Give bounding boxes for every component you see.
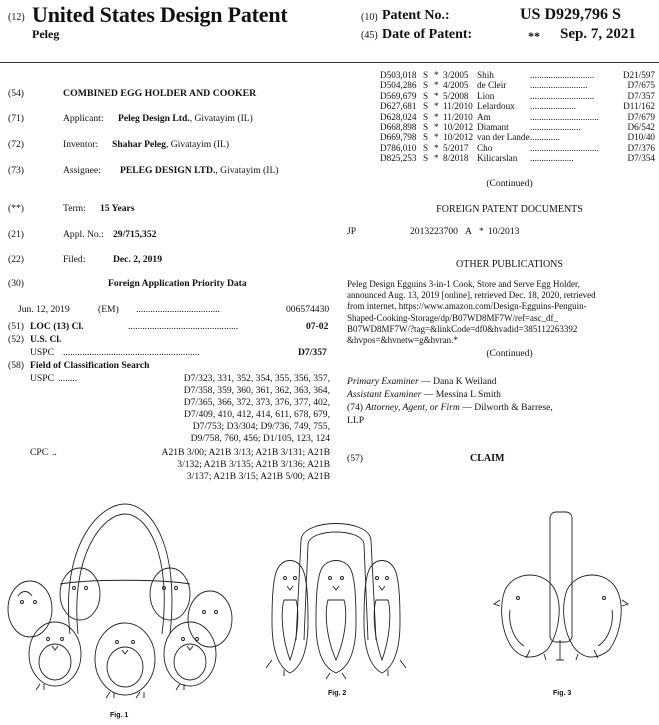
reference-star: * bbox=[434, 70, 439, 80]
reference-star: * bbox=[434, 111, 439, 122]
uspc-search-line: D7/365, 366, 372, 373, 376, 377, 402, bbox=[183, 397, 330, 408]
inventor-label: Inventor: bbox=[63, 139, 99, 150]
reference-kind: S bbox=[423, 90, 429, 101]
reference-date: 10/2012 bbox=[443, 132, 474, 143]
reference-kind: S bbox=[423, 111, 429, 122]
fig2-drawing bbox=[236, 510, 436, 690]
reference-date: 4/2005 bbox=[443, 80, 469, 91]
inventor-location: , Givatayim (IL) bbox=[165, 139, 230, 150]
loc-value: 07-02 bbox=[306, 321, 329, 332]
applicant-value bbox=[118, 113, 253, 125]
reference-cls: D21/597 bbox=[622, 70, 655, 80]
claim-heading: CLAIM bbox=[470, 453, 505, 464]
foreign-docs-heading: FOREIGN PATENT DOCUMENTS bbox=[436, 204, 583, 215]
other-publications-heading: OTHER PUBLICATIONS bbox=[456, 259, 563, 270]
term-label: Term: bbox=[63, 203, 86, 214]
attorney-name: — Dilworth & Barrese, bbox=[462, 402, 553, 413]
code-73: (73) bbox=[8, 165, 24, 176]
foreign-date: 10/2013 bbox=[488, 226, 520, 237]
reference-star: * bbox=[434, 153, 439, 164]
priority-number: 006574430 bbox=[286, 304, 330, 315]
primary-examiner-name: — Dana K Weiland bbox=[421, 376, 497, 387]
inventor-value bbox=[112, 139, 229, 151]
assistant-examiner bbox=[347, 389, 501, 401]
uspc-dots: ......................................................... bbox=[63, 347, 200, 358]
cpc-search-line: 3/137; A21B 3/15; A21B 5/00; A21B bbox=[186, 471, 330, 482]
cpc-search-line: A21B 3/00; A21B 3/13; A21B 3/131; A21B bbox=[161, 447, 330, 458]
term-value: 15 Years bbox=[100, 203, 135, 214]
inventor-name: Shahar Peleg bbox=[112, 139, 166, 150]
uspc-search-line: D7/753; D3/304; D9/736, 749, 755, bbox=[192, 421, 330, 432]
primary-examiner bbox=[347, 376, 497, 388]
code-30: (30) bbox=[8, 278, 24, 289]
penguin bbox=[364, 561, 400, 674]
reference-date: 10/2012 bbox=[443, 122, 474, 132]
publication-line: announced Aug. 13, 2019 [online], retrieved Dec. 18, 2020, retrieved bbox=[347, 290, 596, 301]
assignee-name: PELEG DESIGN LTD. bbox=[120, 165, 216, 176]
reference-star: * bbox=[434, 122, 439, 132]
reference-name: Shih bbox=[477, 70, 494, 80]
filed-label: Filed: bbox=[63, 254, 86, 265]
assignee-location: , Givatayim (IL) bbox=[215, 165, 279, 176]
date-of-patent: Sep. 7, 2021 bbox=[560, 26, 636, 42]
code-21: (21) bbox=[8, 229, 24, 240]
reference-star: * bbox=[434, 101, 439, 112]
fig1-label: Fig. 1 bbox=[110, 712, 129, 719]
handle-inner bbox=[77, 514, 164, 634]
priority-date: Jun. 12, 2019 bbox=[18, 304, 70, 315]
foreign-number: 2013223700 bbox=[410, 226, 458, 237]
reference-dots: .................... bbox=[530, 101, 576, 112]
assignee-label: Assignee: bbox=[63, 165, 101, 176]
code-52: (52) bbox=[8, 334, 24, 345]
priority-heading: Foreign Application Priority Data bbox=[108, 278, 247, 289]
reference-kind: S bbox=[423, 101, 429, 112]
reference-dots: ............. bbox=[530, 132, 560, 143]
reference-kind: S bbox=[423, 142, 429, 153]
publications-continued: (Continued) bbox=[486, 348, 533, 359]
applicant-label: Applicant: bbox=[63, 113, 104, 124]
filed-value: Dec. 2, 2019 bbox=[113, 254, 163, 265]
patent-no-label: Patent No.: bbox=[382, 8, 450, 23]
reference-date: 11/2010 bbox=[443, 111, 473, 122]
applicant-name: Peleg Design Ltd. bbox=[118, 113, 190, 124]
appl-no-label: Appl. No.: bbox=[63, 229, 104, 240]
reference-kind: S bbox=[423, 132, 429, 143]
primary-examiner-label: Primary Examiner bbox=[347, 376, 419, 387]
code-22: (22) bbox=[8, 254, 24, 265]
reference-name: de Cleir bbox=[477, 80, 507, 91]
reference-dots: ............................ bbox=[530, 90, 595, 101]
handle-crossbar bbox=[60, 580, 190, 584]
reference-name: Lion bbox=[477, 90, 495, 101]
reference-star: * bbox=[434, 80, 439, 91]
assistant-examiner-label: Assistant Examiner bbox=[347, 389, 422, 400]
reference-kind: S bbox=[423, 80, 429, 91]
penguin bbox=[316, 561, 356, 674]
design-title: COMBINED EGG HOLDER AND COOKER bbox=[63, 88, 257, 99]
reference-name: van der Lande bbox=[477, 132, 530, 143]
code-72: (72) bbox=[8, 139, 24, 150]
inventor-short: Peleg bbox=[32, 27, 60, 41]
reference-date: 8/2018 bbox=[443, 153, 469, 164]
code-71: (71) bbox=[8, 113, 24, 124]
code-12: (12) bbox=[8, 12, 25, 23]
reference-name: Cho bbox=[477, 142, 493, 153]
penguin bbox=[8, 581, 52, 637]
reference-cls: D7/354 bbox=[627, 153, 655, 164]
reference-no: D627,681 bbox=[380, 101, 417, 112]
foreign-kind: A bbox=[465, 226, 472, 237]
uspc-label: USPC bbox=[30, 347, 54, 358]
publication-line: &hvpos=&hvnetw=g&hvran.* bbox=[347, 335, 458, 346]
fig3-drawing bbox=[470, 510, 650, 690]
field-search-label: Field of Classification Search bbox=[30, 360, 150, 371]
reference-cls: D6/542 bbox=[627, 122, 655, 132]
term-stars: ** bbox=[528, 29, 540, 43]
reference-name: Kilicarslan bbox=[477, 153, 518, 164]
us-class-label: U.S. Cl. bbox=[30, 334, 62, 345]
publication-line: from internet, https://www.amazon.com/Design-Egguins-Penguin- bbox=[347, 301, 587, 312]
fig2-label: Fig. 2 bbox=[328, 690, 347, 697]
reference-dots: ...................... bbox=[530, 122, 581, 132]
attorney-name-cont: LLP bbox=[347, 415, 365, 426]
reference-no: D786,010 bbox=[380, 142, 417, 153]
reference-cls: D11/162 bbox=[623, 101, 655, 112]
reference-cls: D7/675 bbox=[627, 80, 655, 91]
reference-cls: D10/40 bbox=[627, 132, 655, 143]
uspc-search-label: USPC bbox=[30, 373, 54, 384]
code-58: (58) bbox=[8, 360, 24, 371]
cpc-search-label: CPC bbox=[30, 447, 49, 458]
reference-star: * bbox=[434, 142, 439, 153]
reference-dots: ............................ bbox=[530, 70, 595, 80]
reference-star: * bbox=[434, 90, 439, 101]
reference-no: D628,024 bbox=[380, 111, 417, 122]
foreign-star: * bbox=[479, 226, 484, 237]
handle bbox=[68, 504, 172, 634]
reference-kind: S bbox=[423, 122, 429, 132]
cpc-search-line: 3/132; A21B 3/135; A21B 3/136; A21B bbox=[177, 459, 330, 470]
code-54: (54) bbox=[8, 88, 24, 99]
assistant-examiner-name: — Messina L Smith bbox=[423, 389, 501, 400]
reference-cls: D7/679 bbox=[627, 111, 655, 122]
references-continued: (Continued) bbox=[486, 178, 533, 189]
reference-no: D825,253 bbox=[380, 153, 417, 164]
patent-number: US D929,796 S bbox=[520, 6, 621, 23]
loc-dots: .............................................. bbox=[128, 321, 239, 332]
uspc-search-line: D7/323, 331, 352, 354, 355, 356, 357, bbox=[183, 373, 330, 384]
reference-kind: S bbox=[423, 70, 429, 80]
attorney-label: Attorney, Agent, or Firm bbox=[365, 402, 460, 413]
publication-line: B07WD8MF7W/?tag=&linkCode=df0&hvadid=385112263392 bbox=[347, 323, 578, 334]
reference-name: Am bbox=[477, 111, 491, 122]
reference-date: 11/2010 bbox=[443, 101, 473, 112]
loc-label: LOC (13) Cl. bbox=[30, 321, 84, 332]
handle-inner bbox=[304, 532, 368, 640]
code-74: (74) bbox=[347, 402, 363, 413]
uspc-search-line: D9/758, 760, 456; D1/105, 123, 124 bbox=[190, 433, 330, 444]
code-term: (**) bbox=[8, 203, 24, 214]
penguin bbox=[272, 561, 308, 674]
code-51: (51) bbox=[8, 321, 24, 332]
reference-star: * bbox=[434, 132, 439, 143]
reference-dots: .............................. bbox=[530, 111, 599, 122]
penguin bbox=[188, 591, 232, 647]
code-45: (45) bbox=[361, 30, 378, 41]
reference-no: D503,018 bbox=[380, 70, 417, 80]
code-57: (57) bbox=[347, 453, 363, 464]
reference-no: D569,679 bbox=[380, 90, 417, 101]
assignee-value bbox=[120, 165, 330, 177]
penguin bbox=[150, 568, 190, 620]
penguin bbox=[95, 623, 155, 695]
handle bbox=[550, 512, 572, 642]
patent-type-title: United States Design Patent bbox=[32, 2, 288, 27]
uspc-search-line: D7/409, 410, 412, 414, 611, 678, 679, bbox=[184, 409, 330, 420]
uspc-value: D7/357 bbox=[298, 347, 327, 358]
penguin bbox=[502, 575, 560, 657]
header-rule bbox=[0, 62, 659, 63]
fig3-label: Fig. 3 bbox=[553, 690, 572, 697]
publication-line: Shaped-Cooking-Storage/dp/B07WD8MF7W/ref=asc_df_ bbox=[347, 312, 559, 323]
cpc-search-dots: .. bbox=[52, 447, 57, 458]
reference-name: Lelardoux bbox=[477, 101, 515, 112]
reference-dots: ................... bbox=[530, 153, 574, 164]
reference-cls: D7/376 bbox=[627, 142, 655, 153]
publication-text bbox=[347, 279, 657, 346]
reference-name: Diamant bbox=[477, 122, 509, 132]
penguin bbox=[29, 622, 81, 686]
uspc-search-line: D7/358, 359, 360, 361, 362, 363, 364, bbox=[183, 385, 330, 396]
reference-no: D668,898 bbox=[380, 122, 417, 132]
reference-date: 3/2005 bbox=[443, 70, 469, 80]
attorney bbox=[347, 402, 553, 414]
reference-dots: ......................... bbox=[530, 80, 588, 91]
foreign-country: JP bbox=[347, 226, 357, 237]
reference-date: 5/2017 bbox=[443, 142, 469, 153]
uspc-search-dots: ........ bbox=[58, 373, 78, 384]
applicant-location: , Givatayim (IL) bbox=[189, 113, 253, 124]
date-of-patent-label: Date of Patent: bbox=[382, 27, 473, 42]
reference-kind: S bbox=[423, 153, 429, 164]
appl-no-value: 29/715,352 bbox=[113, 229, 157, 240]
priority-office: (EM) bbox=[98, 304, 119, 315]
reference-dots: .............................. bbox=[530, 142, 599, 153]
reference-cls: D7/357 bbox=[627, 90, 655, 101]
publication-line: Peleg Design Egguins 3-in-1 Cook, Store and Serve Egg Holder, bbox=[347, 279, 580, 289]
code-10: (10) bbox=[361, 12, 378, 23]
reference-no: D669,798 bbox=[380, 132, 417, 143]
fig1-drawing bbox=[0, 484, 240, 704]
reference-no: D504,286 bbox=[380, 80, 417, 91]
reference-date: 5/2008 bbox=[443, 90, 469, 101]
priority-dots: ................................... bbox=[136, 304, 220, 315]
